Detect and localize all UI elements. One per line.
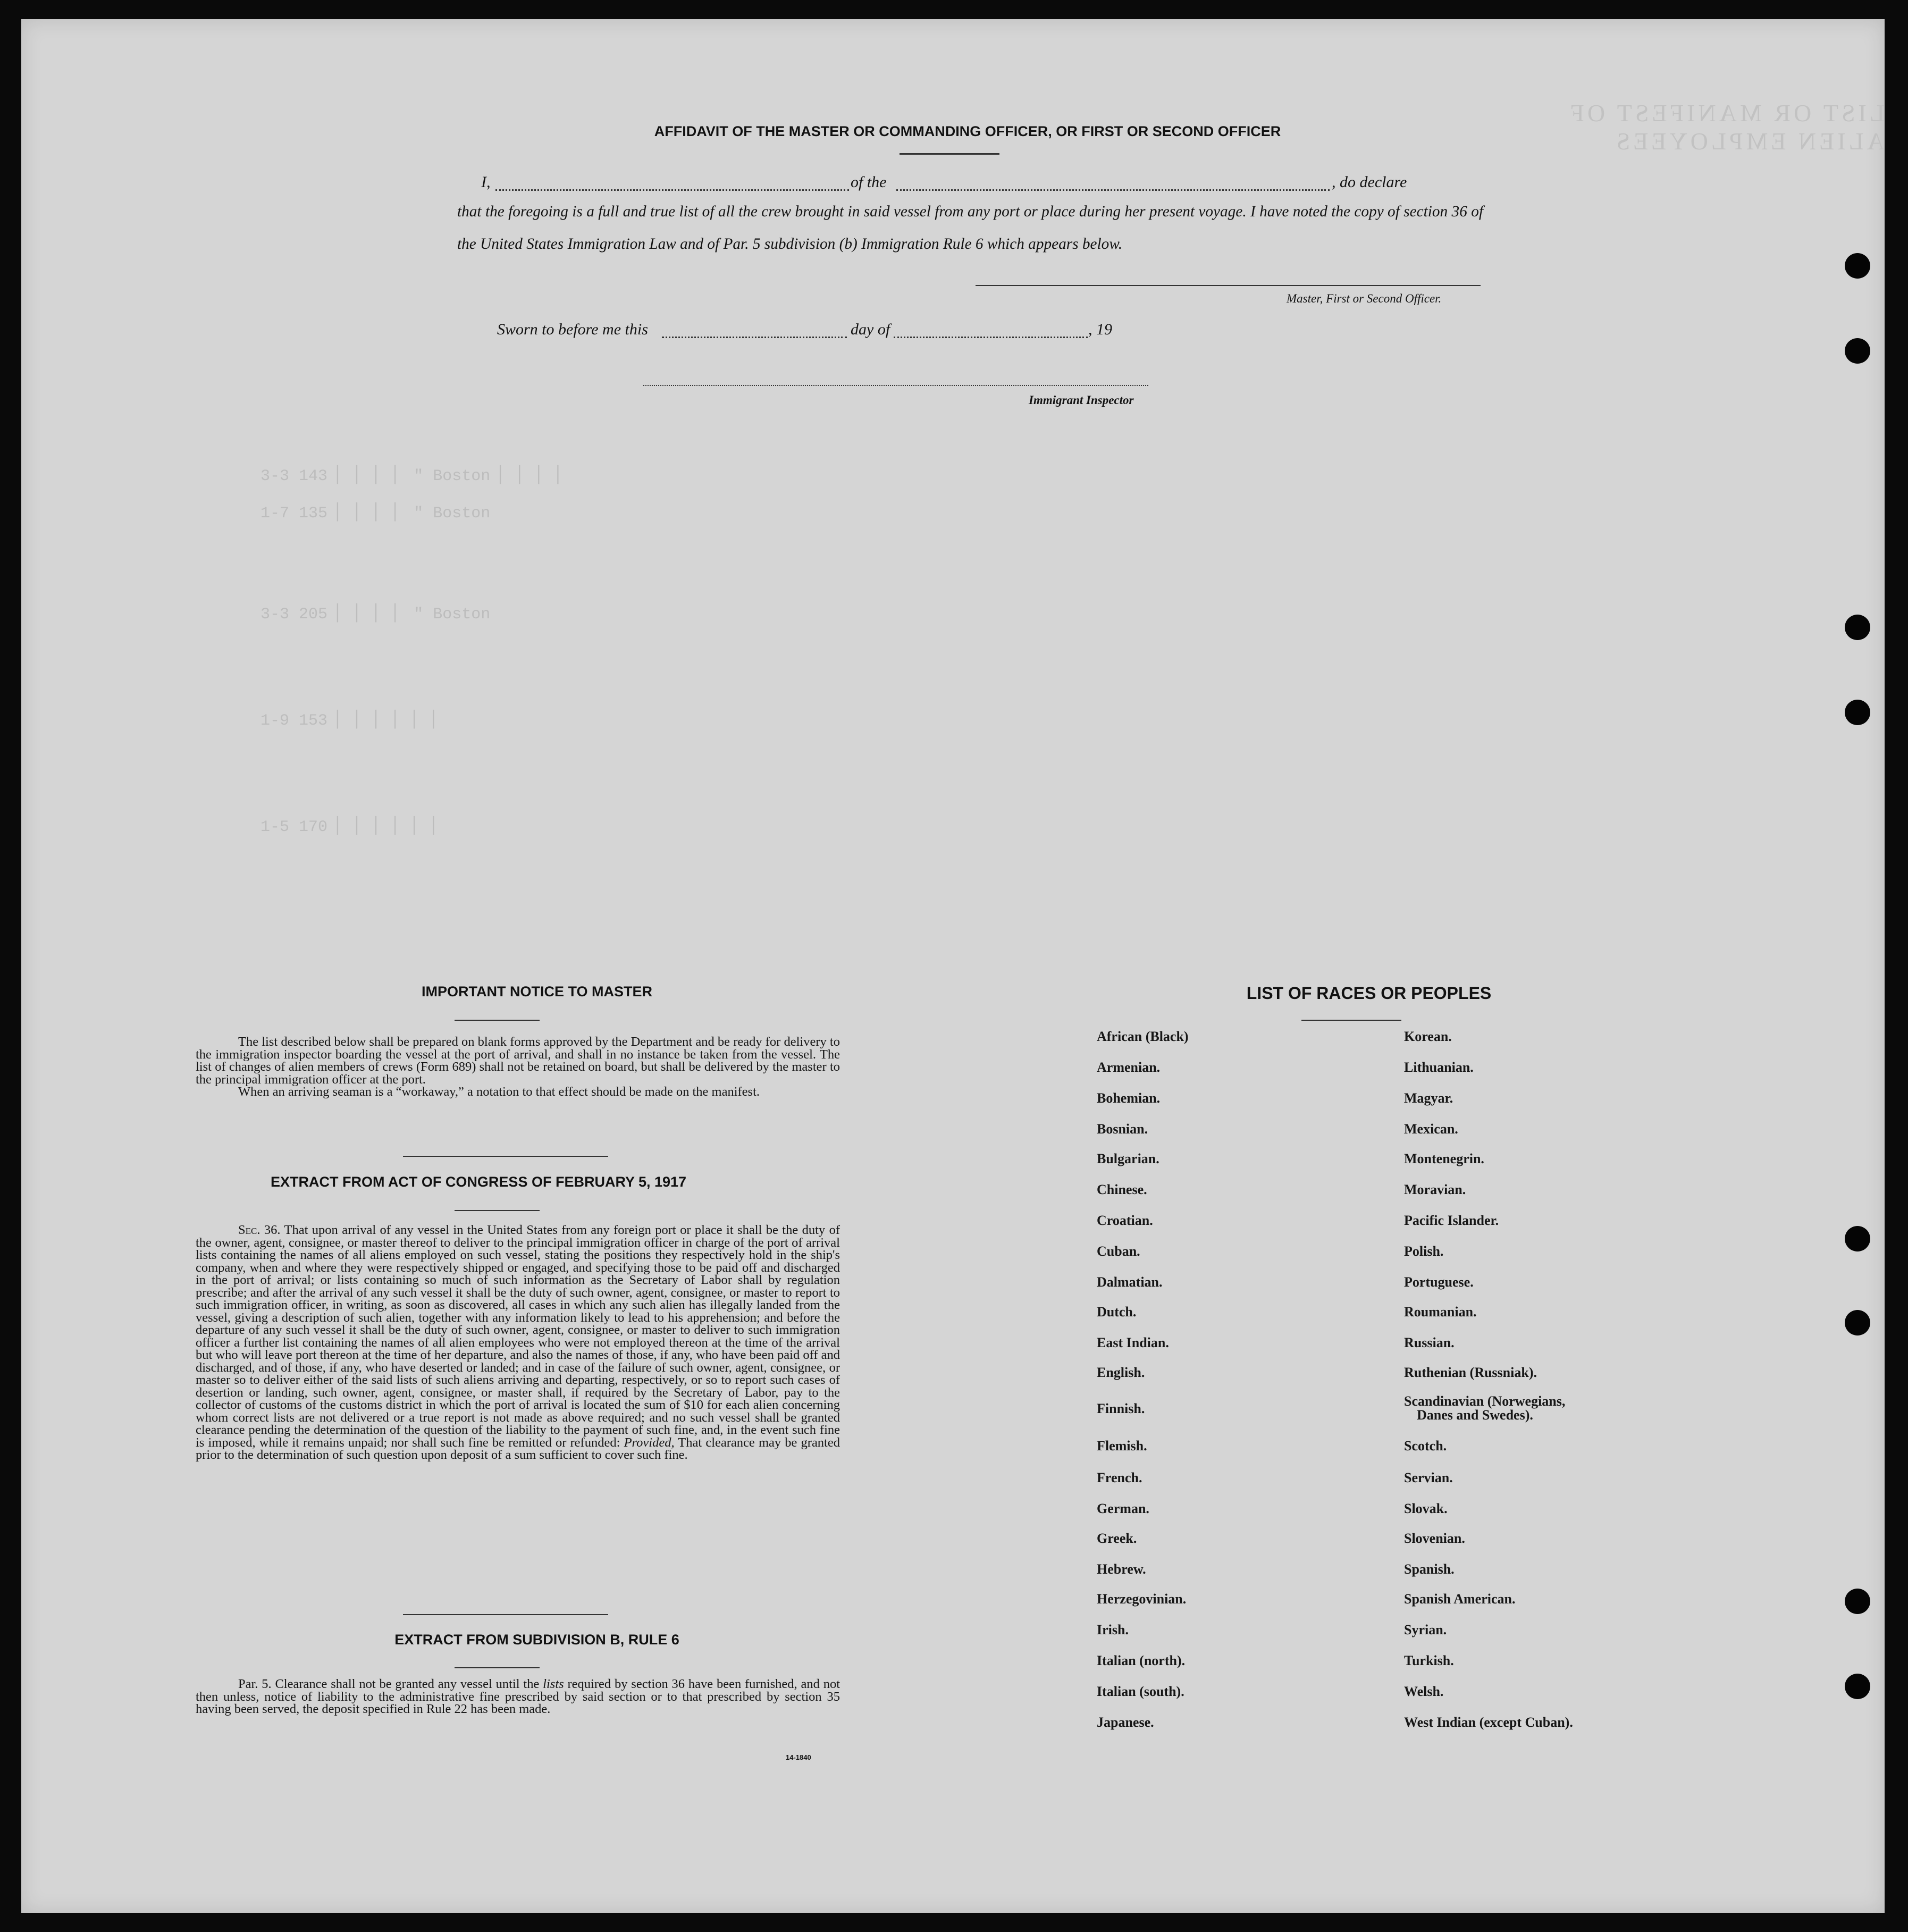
act-text [196, 1224, 840, 1461]
race-item: Moravian. [1404, 1182, 1466, 1197]
race-item: Syrian. [1404, 1622, 1447, 1637]
race-item: Roumanian. [1404, 1304, 1477, 1320]
rule6-title: EXTRACT FROM SUBDIVISION B, RULE 6 [394, 1632, 679, 1648]
rule6-text-part2: required by section 36 have been furnished, and not then unless, notice of liability to the administrative fine prescribed by said section or to that prescribed by section 35 having been served, the deposit specified in Rule 22 has been made. [196, 1677, 840, 1716]
act-text-part1: That upon arrival of any vessel in the United States from any foreign port or place it shall be the duty of the owner, agent, consignee, or master thereof to deliver to the principal immigration officer in charge of the port of arrival lists containing the names of all aliens employed on such vessel, stating the positions they respectively hold in the ship's company, when and where they were respectively shipped or engaged, and specifying those to be paid off and discharged in the port of arrival; or lists containing so much of such information as the Secretary of Labor shall by regulation prescribe; and after the arrival of any such vessel it shall be the duty of such owner, agent, consignee, or master to report to such immigration officer, in writing, as soon as discovered, all cases in which any such alien has illegally landed from the vessel, giving a description of such alien, together with any information likely to lead to his apprehension; and before the departure of any such vessel it shall be the duty of such owner, agent, consignee, or master to deliver to such immigration officer a further list containing the names of all alien employees who were not employed thereon at the time of the arrival but who will leave port thereon at the time of her departure, and also the names of those, if any, who have been paid off and discharged, and of those, if any, who have deserted or landed; and in case of the failure of such owner, agent, consignee, or master so to deliver either of the said lists of such aliens arriving and departing, respectively, or so to report such cases of desertion or landing, such owner, agent, consignee, or master shall, if required by the Secretary of Labor, pay to the collector of customs of the customs district in which the port of arrival is located the sum of $10 for each alien concerning whom correct lists are not delivered or a true report is not made as above required; and no such vessel shall be granted clearance pending the determination of the question of the liability to the payment of such fine, and, in the event such fine is imposed, while it remains unpaid; nor shall such fine be remitted or refunded: [196, 1223, 840, 1450]
race-item: English. [1097, 1365, 1145, 1380]
affidavit-title: AFFIDAVIT OF THE MASTER OR COMMANDING OFFICER, OR FIRST OR SECOND OFFICER [654, 123, 1281, 139]
race-item: Greek. [1097, 1531, 1137, 1546]
race-item: Montenegrin. [1404, 1151, 1484, 1166]
race-item: East Indian. [1097, 1335, 1169, 1350]
inspector-signature-line[interactable] [643, 385, 1148, 386]
binder-hole [1845, 615, 1870, 640]
binder-hole [1845, 253, 1870, 279]
name-field[interactable] [495, 189, 849, 191]
bleed-through-header: LIST OR MANIFEST OF ALIEN EMPLOYEES [1567, 99, 1885, 155]
race-item: Servian. [1404, 1470, 1453, 1485]
act-section-label: Sec. 36. [238, 1223, 281, 1237]
race-item: Slovenian. [1404, 1531, 1465, 1546]
bleed-through-marks: 1-5 170 ▏ ▏ ▏ ▏ ▏ ▏ [260, 818, 443, 836]
race-item: Ruthenian (Russniak). [1404, 1365, 1537, 1380]
notice-text [196, 1036, 840, 1098]
bleed-through-marks: 1-9 153 ▏ ▏ ▏ ▏ ▏ ▏ [260, 712, 443, 730]
races-title: LIST OF RACES OR PEOPLES [1246, 984, 1492, 1003]
race-item: Pacific Islander. [1404, 1213, 1499, 1228]
race-item: Japanese. [1097, 1715, 1154, 1730]
sworn-text: Sworn to before me this [497, 321, 648, 338]
year-prefix: , 19 [1088, 321, 1112, 338]
bleed-through-marks: 3-3 143 ▏ ▏ ▏ ▏ " Boston ▏ ▏ ▏ ▏ [260, 467, 567, 485]
race-item: French. [1097, 1470, 1142, 1485]
race-item: Hebrew. [1097, 1561, 1146, 1577]
master-signature-line[interactable] [976, 285, 1481, 286]
races-left-column [1097, 1029, 1394, 1752]
race-item: Irish. [1097, 1622, 1129, 1637]
race-item: German. [1097, 1501, 1149, 1516]
race-item: Slovak. [1404, 1501, 1448, 1516]
race-item: Danes and Swedes). [1417, 1407, 1533, 1423]
notice-title: IMPORTANT NOTICE TO MASTER [422, 984, 652, 999]
race-item: Bohemian. [1097, 1090, 1161, 1106]
master-label: Master, First or Second Officer. [1287, 292, 1442, 305]
inspector-label: Immigrant Inspector [1029, 393, 1134, 407]
affidavit-body: that the foregoing is a full and true list of all the crew brought in said vessel from any port or place during her present voyage. I have noted the copy of section 36 of the United States Immigration Law and of Par. 5 subdivision (b) Immigration Rule 6 which appears below. [457, 203, 1483, 253]
rule6-text-part1: Par. 5. Clearance shall not be granted any vessel until the [238, 1677, 540, 1691]
race-item: Mexican. [1404, 1121, 1458, 1137]
bleed-through-marks: 1-7 135 ▏ ▏ ▏ ▏ " Boston [260, 505, 491, 523]
document-page [21, 19, 1885, 1913]
section-rule [403, 1156, 608, 1157]
affidavit-of-the: of the [851, 173, 887, 191]
day-of-text: day of [851, 321, 890, 338]
rule6-text [196, 1678, 840, 1716]
race-item: Bulgarian. [1097, 1151, 1159, 1166]
notice-paragraph-1: The list described below shall be prepared on blank forms approved by the Department and be ready for delivery to the immigration inspector boarding the vessel at the port of arrival, and shall in no instance be taken from the vessel. The list of changes of alien members of crews (Form 689) shall not be retained on board, but shall be delivered by the master to the principal immigration officer at the port. [196, 1035, 840, 1087]
affidavit-do-declare: , do declare [1332, 173, 1407, 191]
race-item: Herzegovinian. [1097, 1591, 1187, 1607]
binder-hole [1845, 700, 1870, 725]
binder-hole [1845, 1589, 1870, 1614]
race-item: Armenian. [1097, 1060, 1161, 1075]
race-item: Portuguese. [1404, 1274, 1474, 1290]
race-item: Chinese. [1097, 1182, 1147, 1197]
race-item: Bosnian. [1097, 1121, 1148, 1137]
race-item: Dutch. [1097, 1304, 1137, 1320]
race-item: Italian (north). [1097, 1653, 1186, 1668]
act-rule [455, 1210, 540, 1211]
section-rule [403, 1614, 608, 1615]
title-rule [900, 153, 999, 155]
race-item: Dalmatian. [1097, 1274, 1163, 1290]
race-item: Flemish. [1097, 1438, 1147, 1454]
rule6-lists: lists [543, 1677, 564, 1691]
race-item: Russian. [1404, 1335, 1455, 1350]
notice-paragraph-2: When an arriving seaman is a “workaway,” a notation to that effect should be made on the manifest. [238, 1085, 760, 1099]
act-title: EXTRACT FROM ACT OF CONGRESS OF FEBRUARY 5, 1917 [270, 1174, 687, 1190]
race-item: Magyar. [1404, 1090, 1453, 1106]
act-provided: Provided, [624, 1435, 675, 1450]
race-item: Korean. [1404, 1029, 1452, 1044]
race-item: Italian (south). [1097, 1684, 1184, 1699]
affidavit-line1 [457, 173, 1483, 195]
race-item: African (Black) [1097, 1029, 1189, 1044]
sworn-line [497, 321, 1135, 342]
race-item: Scotch. [1404, 1438, 1447, 1454]
binder-hole [1845, 338, 1870, 364]
bleed-through-marks: 3-3 205 ▏ ▏ ▏ ▏ " Boston [260, 606, 491, 624]
races-right-column [1404, 1029, 1702, 1752]
day-field[interactable] [662, 337, 847, 338]
affidavit-i: I, [481, 173, 491, 191]
race-item: Cuban. [1097, 1244, 1140, 1259]
rule6-rule [455, 1667, 540, 1668]
race-item: Polish. [1404, 1244, 1444, 1259]
race-item: Lithuanian. [1404, 1060, 1474, 1075]
notice-rule [455, 1020, 540, 1021]
form-number: 14-1840 [786, 1753, 811, 1761]
race-item: Spanish. [1404, 1561, 1455, 1577]
race-item: Spanish American. [1404, 1591, 1516, 1607]
race-item: Turkish. [1404, 1653, 1454, 1668]
binder-hole [1845, 1226, 1870, 1251]
binder-hole [1845, 1674, 1870, 1699]
vessel-field[interactable] [896, 189, 1330, 191]
races-rule [1301, 1020, 1401, 1021]
race-item: West Indian (except Cuban). [1404, 1715, 1573, 1730]
race-item: Finnish. [1097, 1401, 1145, 1416]
binder-hole [1845, 1310, 1870, 1335]
race-item: Croatian. [1097, 1213, 1153, 1228]
month-field[interactable] [894, 337, 1088, 338]
race-item: Scandinavian (Norwegians, [1404, 1393, 1566, 1409]
race-item: Welsh. [1404, 1684, 1444, 1699]
act-text-part2: That clearance may be granted prior to the determination of such question upon deposit of a sum sufficient to cover such fine. [196, 1435, 840, 1462]
